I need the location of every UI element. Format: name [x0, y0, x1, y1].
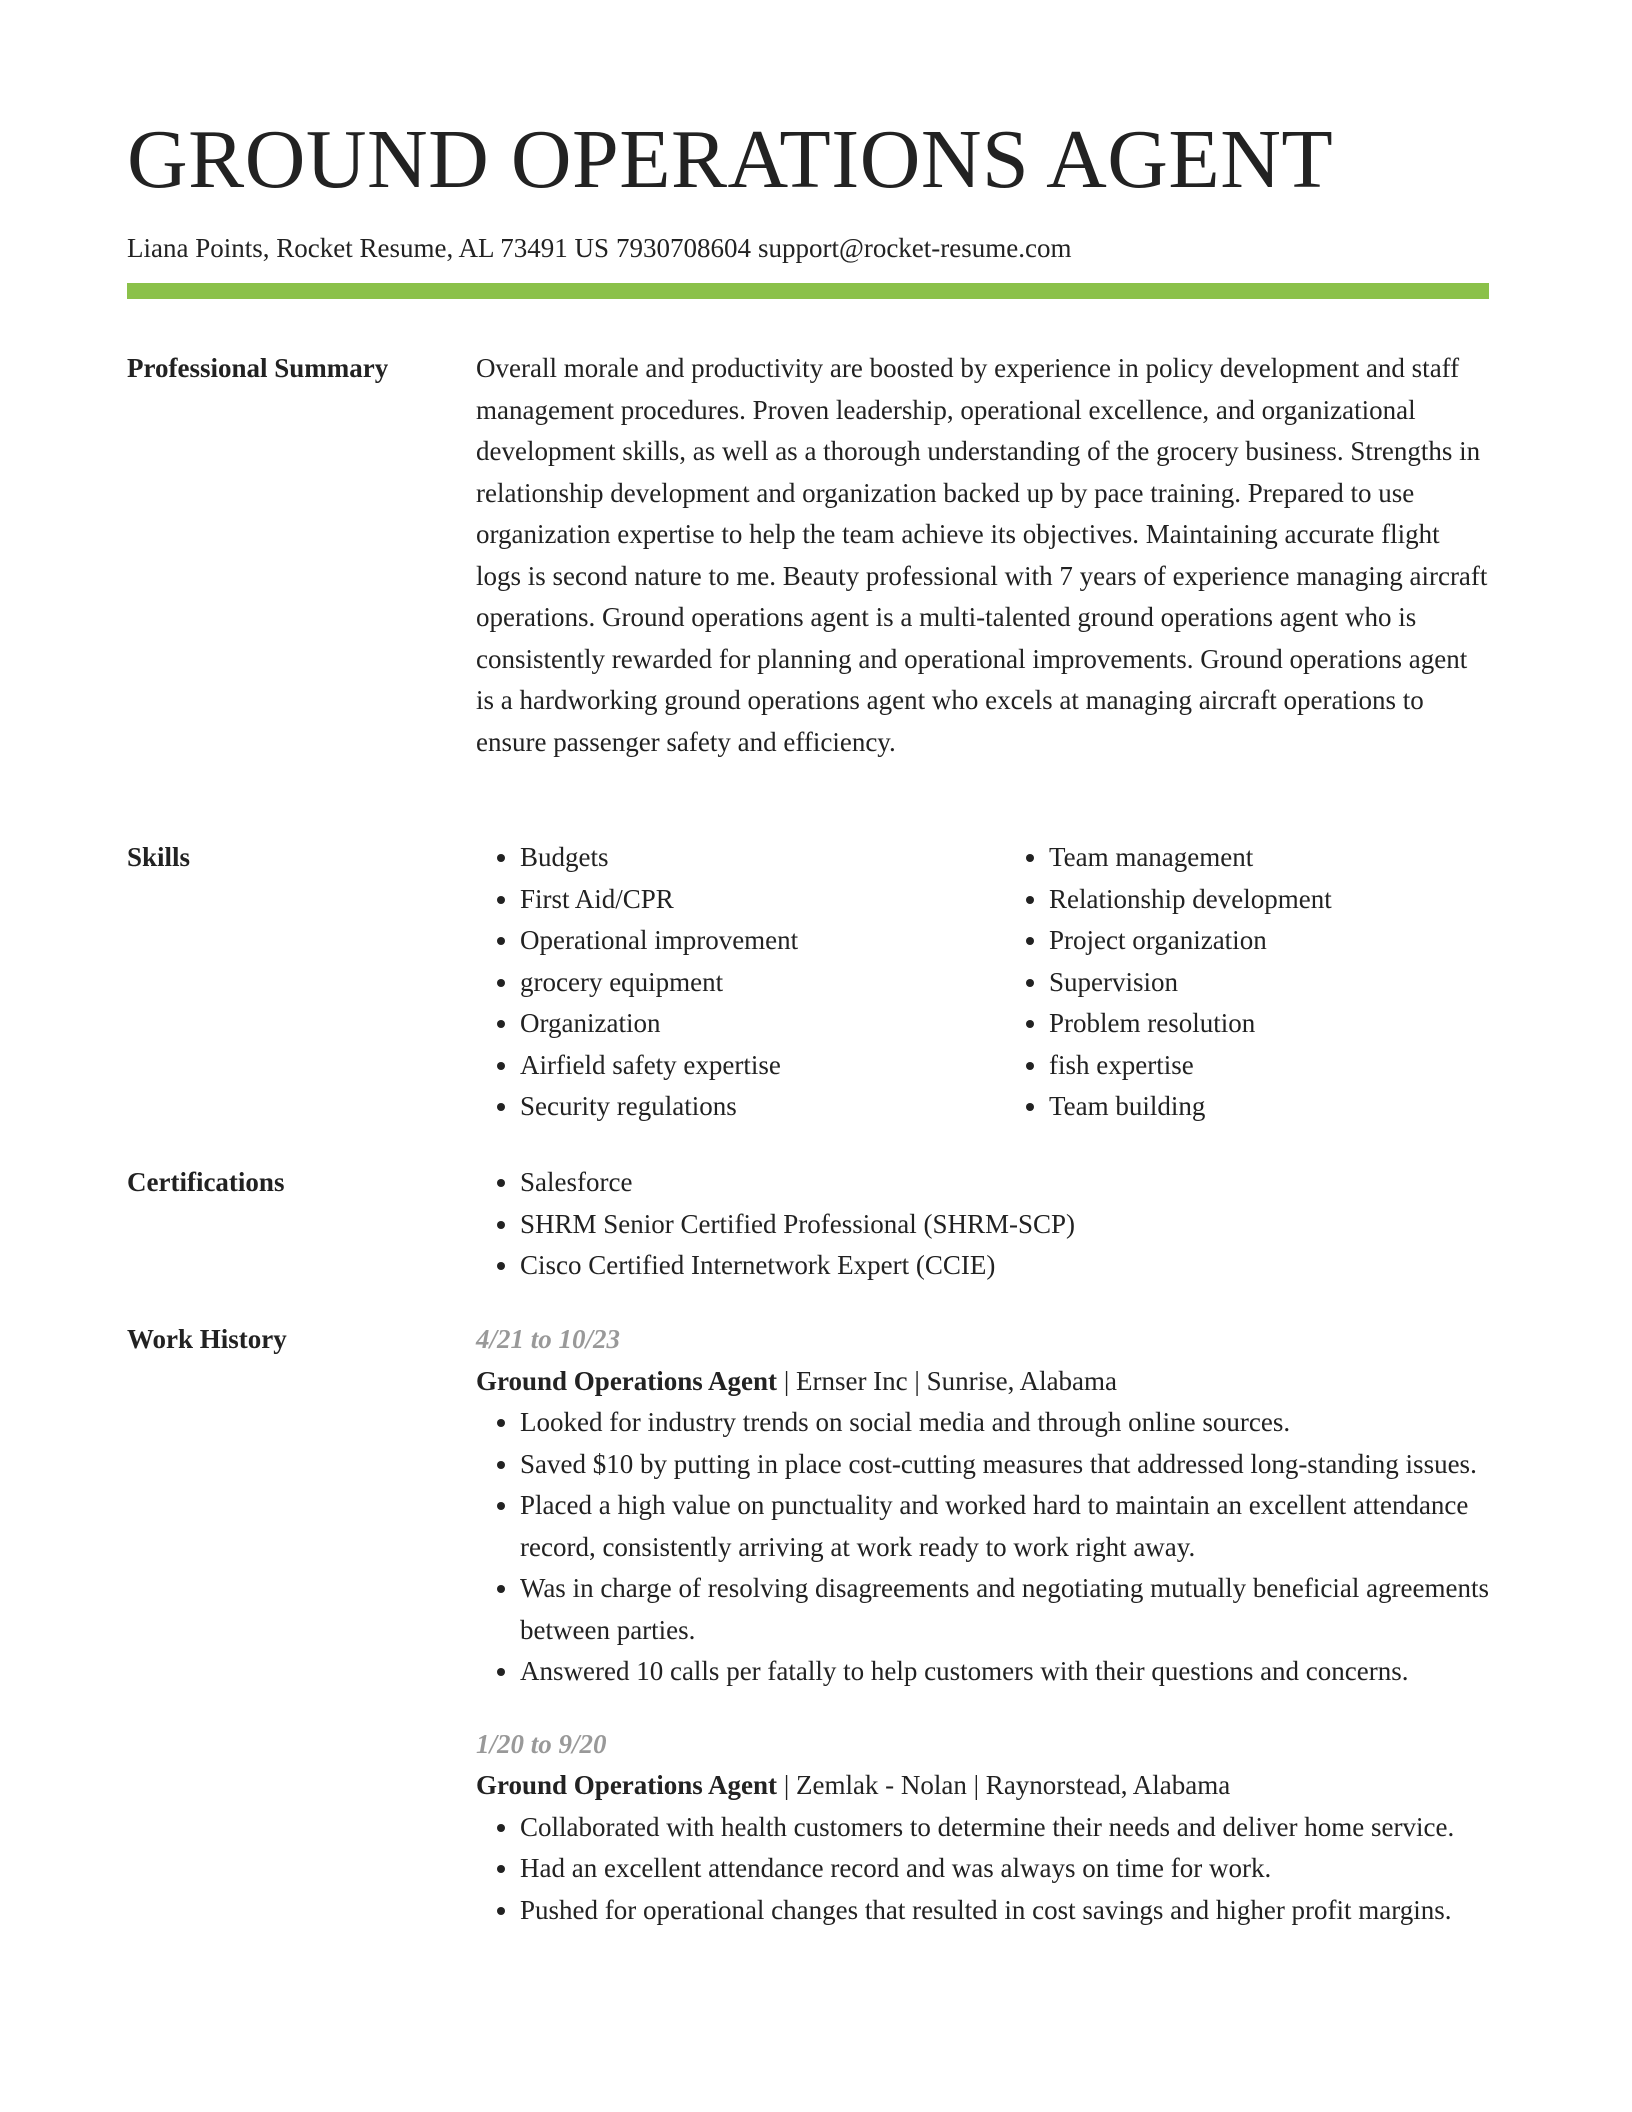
contact-phone: 7930708604	[615, 233, 751, 263]
job-heading	[476, 1361, 1489, 1403]
job-title: Ground Operations Agent	[476, 1365, 778, 1396]
certification-item: • Salesforce	[520, 1162, 1489, 1204]
work-history-body	[476, 1319, 1489, 1931]
skills-list-left	[476, 837, 960, 1128]
skills-body	[476, 837, 1489, 1128]
summary-text: Overall morale and productivity are boosted by experience in policy development and staff management procedures. Proven leadership, operational excellence, and organizational development skills, as well as a thorough understanding of the grocery business. Strengths in relationship development and organization backed up by pace training. Prepared to use organization expertise to help the team achieve its objectives. Maintaining accurate flight logs is second nature to me. Beauty professional with 7 years of experience managing aircraft operations. Ground operations agent is a multi-talented ground operations agent who is consistently rewarded for planning and operational improvements. Ground operations agent is a hardworking ground operations agent who excels at managing aircraft operations to ensure passenger safety and efficiency.	[476, 353, 1488, 757]
skill-item: • grocery equipment	[520, 962, 960, 1004]
skill-item: • Operational improvement	[520, 920, 960, 962]
skill-item: • Project organization	[1049, 920, 1489, 962]
section-label-summary: Professional Summary	[127, 353, 389, 383]
skill-item: • Supervision	[1049, 962, 1489, 1004]
job-dates: 1/20 to 9/20	[476, 1728, 607, 1759]
skill-item: • fish expertise	[1049, 1045, 1489, 1087]
job-bullet: • Answered 10 calls per fatally to help customers with their questions and concerns.	[520, 1651, 1489, 1693]
skill-item: • Problem resolution	[1049, 1003, 1489, 1045]
skill-item: • Budgets	[520, 837, 960, 879]
section-label-certifications: Certifications	[127, 1167, 285, 1197]
job-bullet: • Collaborated with health customers to determine their needs and deliver home service.	[520, 1807, 1489, 1849]
job-bullet: • Was in charge of resolving disagreements and negotiating mutually beneficial agreements between parties.	[520, 1568, 1489, 1651]
summary-body	[476, 348, 1489, 763]
certification-item: • Cisco Certified Internetwork Expert (CCIE)	[520, 1245, 1489, 1287]
skill-item: • Relationship development	[1049, 879, 1489, 921]
contact-line	[127, 232, 1072, 264]
job-bullet: • Pushed for operational changes that resulted in cost savings and higher profit margins.	[520, 1890, 1489, 1932]
job-bullet: • Saved $10 by putting in place cost-cutting measures that addressed long-standing issues.	[520, 1444, 1489, 1486]
job-entry	[476, 1319, 1489, 1693]
contact-email: support@rocket-resume.com	[757, 233, 1072, 263]
job-dates: 4/21 to 10/23	[476, 1324, 621, 1354]
skill-item: • Team management	[1049, 837, 1489, 879]
skill-item: • Team building	[1049, 1086, 1489, 1128]
job-bullet: • Placed a high value on punctuality and worked hard to maintain an excellent attendance record, consistently arriving at work ready to work right away.	[520, 1485, 1489, 1568]
accent-divider	[127, 283, 1489, 299]
certifications-list	[476, 1162, 1489, 1287]
job-title: Ground Operations Agent	[476, 1770, 778, 1800]
skills-list-right	[1005, 837, 1489, 1128]
skill-item: • Organization	[520, 1003, 960, 1045]
contact-address: Liana Points, Rocket Resume, AL 73491 US	[127, 233, 609, 263]
section-label-work-history: Work History	[127, 1324, 287, 1354]
job-details: | Zemlak - Nolan | Raynorstead, Alabama	[777, 1770, 1231, 1800]
job-bullets	[476, 1807, 1489, 1932]
skill-item: • Security regulations	[520, 1086, 960, 1128]
job-bullet: • Had an excellent attendance record and was always on time for work.	[520, 1848, 1489, 1890]
skill-item: • Airfield safety expertise	[520, 1045, 960, 1087]
job-heading	[476, 1765, 1489, 1807]
certifications-body	[476, 1162, 1489, 1287]
section-label-skills: Skills	[127, 842, 191, 872]
skill-item: • First Aid/CPR	[520, 879, 960, 921]
job-bullet: • Looked for industry trends on social media and through online sources.	[520, 1402, 1489, 1444]
job-bullets	[476, 1402, 1489, 1693]
job-details: | Ernser Inc | Sunrise, Alabama	[777, 1365, 1118, 1396]
job-entry	[476, 1724, 1489, 1932]
resume-title: GROUND OPERATIONS AGENT	[127, 113, 1334, 206]
certification-item: • SHRM Senior Certified Professional (SHRM-SCP)	[520, 1204, 1489, 1246]
